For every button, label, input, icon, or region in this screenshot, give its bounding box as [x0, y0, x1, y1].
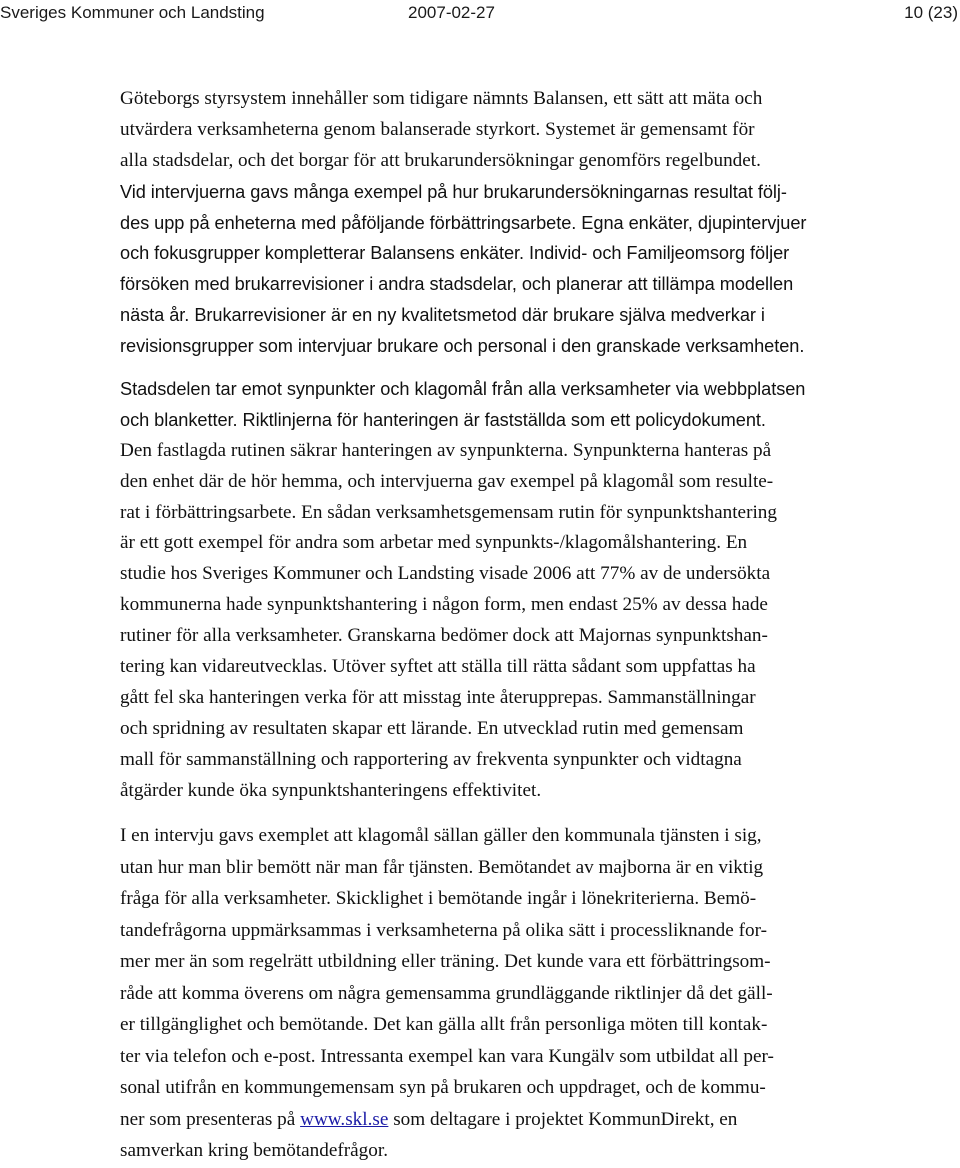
text-line: des upp på enheterna med påföljande förbättringsarbete. Egna enkäter, djupintervjuer: [120, 212, 807, 233]
text-line: mall för sammanställning och rapportering av frekventa synpunkter och vidtagna: [120, 748, 742, 770]
text-line: Vid intervjuerna gavs många exempel på hur brukarundersökningarnas resultat följ-: [120, 181, 787, 202]
text-line: er tillgänglighet och bemötande. Det kan gälla allt från personliga möten till kontak-: [120, 1014, 768, 1036]
text-line: mer mer än som regelrätt utbildning eller träning. Det kunde vara ett förbättringsom-: [120, 951, 771, 973]
text-line: råde att komma överens om några gemensamma grundläggande riktlinjer då det gäll-: [120, 982, 773, 1004]
skl-website-link[interactable]: www.skl.se: [300, 1108, 389, 1130]
text-line: ter via telefon och e-post. Intressanta exempel kan vara Kungälv som utbildat all per-: [120, 1045, 774, 1067]
text-line: är ett gott exempel för andra som arbetar med synpunkts-/klagomålshantering. En: [120, 532, 748, 554]
text-line: och spridning av resultaten skapar ett lärande. En utvecklad rutin med gemensam: [120, 717, 744, 739]
header-date: 2007-02-27: [408, 3, 495, 22]
text-line: försöken med brukarrevisioner i andra stadsdelar, och planerar att tillämpa modellen: [120, 274, 794, 295]
text-line: fråga för alla verksamheter. Skicklighet i bemötande ingår i lönekriterierna. Bemö-: [120, 888, 757, 910]
page-header: [0, 0, 960, 26]
text-line: alla stadsdelar, och det borgar för att brukarundersökningar genomförs regelbundet.: [120, 149, 761, 171]
document-body: [120, 84, 906, 1167]
text-line-with-link: [120, 1104, 906, 1136]
link-line-before: ner som presenteras på: [120, 1108, 301, 1130]
text-line: utvärdera verksamheterna genom balanserade styrkort. Systemet är gemensamt för: [120, 118, 755, 140]
text-line: revisionsgrupper som intervjuar brukare och personal i den granskade verksamheten.: [120, 336, 805, 357]
link-line-after: som deltagare i projektet KommunDirekt, en: [388, 1108, 738, 1130]
text-line: tering kan vidareutvecklas. Utöver syftet att ställa till rätta sådant som uppfattas ha: [120, 656, 756, 678]
paragraph-bemotande: [120, 820, 906, 1167]
text-line: utan hur man blir bemött när man får tjänsten. Bemötandet av majborna är en viktig: [120, 856, 764, 878]
text-line: den enhet där de hör hemma, och intervjuerna gav exempel på klagomål som resulte-: [120, 470, 774, 492]
text-line: Göteborgs styrsystem innehåller som tidigare nämnts Balansen, ett sätt att mäta och: [120, 88, 763, 109]
text-line: nästa år. Brukarrevisioner är en ny kvalitetsmetod där brukare själva medverkar i: [120, 305, 765, 326]
text-line: och blanketter. Riktlinjerna för hanteringen är fastställda som ett policydokument.: [120, 409, 766, 430]
text-line: Den fastlagda rutinen säkrar hanteringen av synpunkterna. Synpunkterna hanteras på: [120, 439, 772, 461]
text-line: kommunerna hade synpunktshantering i någon form, men endast 25% av dessa hade: [120, 594, 768, 616]
text-line: Stadsdelen tar emot synpunkter och klagomål från alla verksamheter via webbplatsen: [120, 379, 806, 400]
header-page-number: 10 (23): [904, 3, 958, 22]
text-line: rat i förbättringsarbete. En sådan verksamhetsgemensam rutin för synpunktshantering: [120, 501, 777, 523]
text-line: tandefrågorna uppmärksammas i verksamheterna på olika sätt i processliknande for-: [120, 919, 767, 941]
text-line: rutiner för alla verksamheter. Granskarna bedömer dock att Majornas synpunktshan-: [120, 625, 768, 647]
text-line: I en intervju gavs exemplet att klagomål sällan gäller den kommunala tjänsten i sig,: [120, 825, 762, 847]
text-line: och fokusgrupper kompletterar Balansens enkäter. Individ- och Familjeomsorg följer: [120, 243, 790, 264]
text-line: gått fel ska hanteringen verka för att misstag inte återupprepas. Sammanställningar: [120, 686, 756, 708]
header-organization: Sveriges Kommuner och Landsting: [0, 3, 265, 22]
paragraph-synpunkter: [120, 374, 906, 806]
text-line: samverkan kring bemötandefrågor.: [120, 1140, 388, 1162]
text-line: åtgärder kunde öka synpunktshanteringens effektivitet.: [120, 779, 542, 801]
paragraph-styrsystem: [120, 84, 906, 362]
text-line: sonal utifrån en kommungemensam syn på brukaren och uppdraget, och de kommu-: [120, 1077, 766, 1099]
text-line: studie hos Sveriges Kommuner och Landsting visade 2006 att 77% av de undersökta: [120, 563, 771, 585]
